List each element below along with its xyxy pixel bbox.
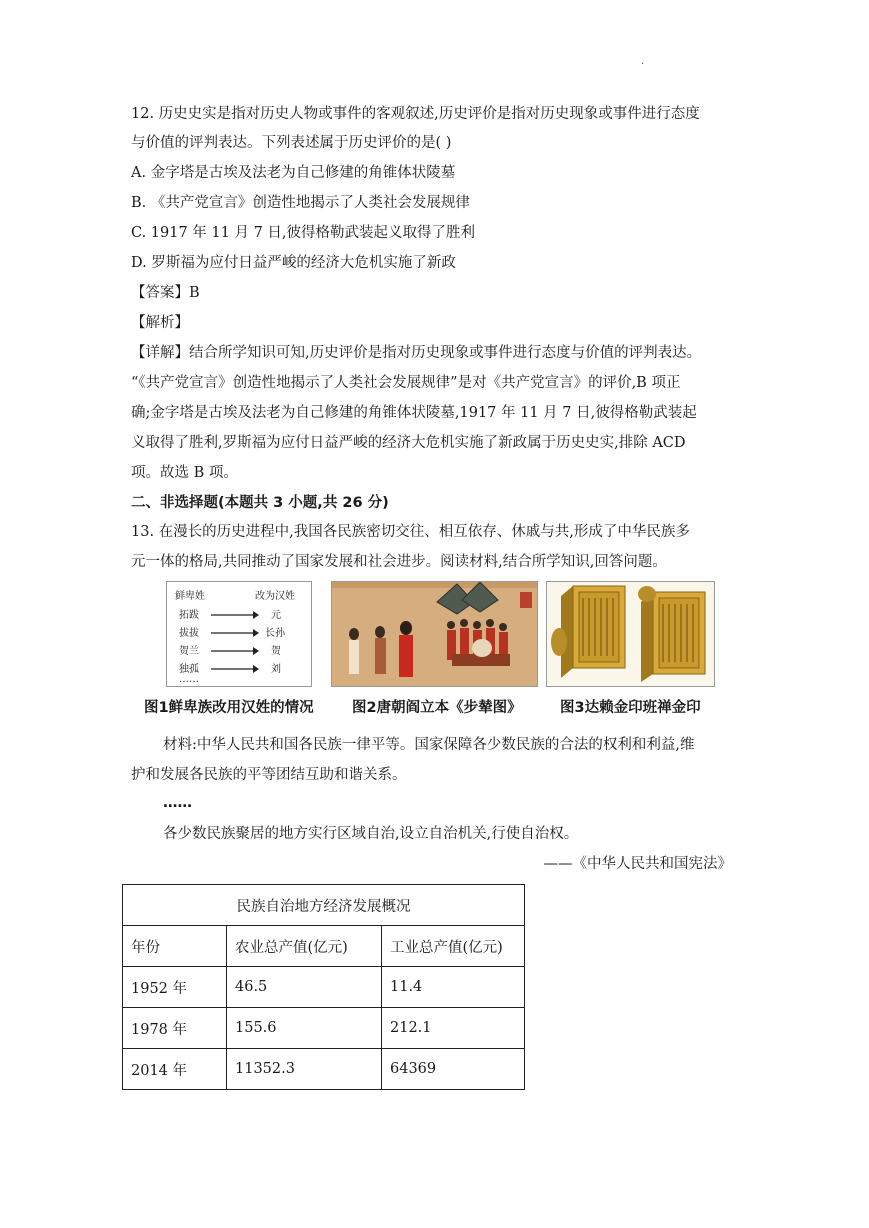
figure-3-caption: 图3达赖金印班禅金印 bbox=[560, 700, 701, 716]
fig1-from-name: 拓跋 bbox=[179, 610, 199, 621]
table-cell: 1952 年 bbox=[123, 967, 227, 1008]
q12-stem-line1: 12. 历史史实是指对历史人物或事件的客观叙述,历史评价是指对历史现象或事件进行态度 bbox=[131, 106, 700, 122]
table-row bbox=[123, 1008, 525, 1049]
fig1-to-name: 刘 bbox=[271, 664, 281, 675]
fig1-from-name: 贺兰 bbox=[179, 646, 199, 657]
figure-2-caption: 图2唐朝阎立本《步辇图》 bbox=[352, 700, 522, 716]
q12-option-c: C. 1917 年 11 月 7 日,彼得格勒武装起义取得了胜利 bbox=[131, 225, 476, 241]
fig1-from-name: 独孤 bbox=[179, 664, 199, 675]
arrow-right-icon bbox=[211, 646, 259, 656]
material-line3: 各少数民族聚居的地方实行区域自治,设立自治机关,行使自治权。 bbox=[163, 826, 579, 842]
table-header-cell: 年份 bbox=[123, 926, 227, 967]
q12-detail-line2: “《共产党宣言》创造性地揭示了人类社会发展规律”是对《共产党宣言》的评价,B 项正 bbox=[131, 375, 681, 391]
table-header-cell: 工业总产值(亿元) bbox=[382, 926, 525, 967]
table-cell: 11352.3 bbox=[227, 1049, 382, 1090]
q13-stem-line2: 元一体的格局,共同推动了国家发展和社会进步。阅读材料,结合所学知识,回答问题。 bbox=[131, 554, 667, 570]
table-cell: 155.6 bbox=[227, 1008, 382, 1049]
q12-answer: 【答案】B bbox=[131, 285, 200, 301]
table-row bbox=[123, 967, 525, 1008]
q12-detail-line5: 项。故选 B 项。 bbox=[131, 465, 238, 481]
q13-stem-line1: 13. 在漫长的历史进程中,我国各民族密切交往、相互依存、休戚与共,形成了中华民族多 bbox=[131, 524, 690, 540]
material-source: ——《中华人民共和国宪法》 bbox=[543, 856, 732, 872]
q12-detail-line4: 义取得了胜利,罗斯福为应付日益严峻的经济大危机实施了新政属于历史史实,排除 ACD bbox=[131, 435, 686, 451]
section2-title: 二、非选择题(本题共 3 小题,共 26 分) bbox=[131, 495, 389, 511]
fig1-to-name: 贺 bbox=[271, 646, 281, 657]
fig1-to-name: 元 bbox=[271, 610, 281, 621]
header-dot: . bbox=[641, 56, 645, 67]
table-cell: 64369 bbox=[382, 1049, 525, 1090]
q12-detail-line3: 确;金字塔是古埃及法老为自己修建的角锥体状陵墓,1917 年 11 月 7 日,彼得格勒武装起 bbox=[131, 405, 697, 421]
q12-stem-line2: 与价值的评判表达。下列表述属于历史评价的是( ) bbox=[131, 135, 452, 151]
arrow-right-icon bbox=[211, 628, 259, 638]
table-cell: 1978 年 bbox=[123, 1008, 227, 1049]
table-header-row bbox=[123, 926, 525, 967]
table-cell: 2014 年 bbox=[123, 1049, 227, 1090]
q12-option-b: B. 《共产党宣言》创造性地揭示了人类社会发展规律 bbox=[131, 195, 470, 211]
table-row bbox=[123, 1049, 525, 1090]
table-cell: 11.4 bbox=[382, 967, 525, 1008]
figure-2-bunian-painting bbox=[331, 581, 538, 687]
table-header-cell: 农业总产值(亿元) bbox=[227, 926, 382, 967]
table-title: 民族自治地方经济发展概况 bbox=[123, 885, 525, 926]
q12-detail-line1: 【详解】结合所学知识可知,历史评价是指对历史现象或事件进行态度与价值的评判表达。 bbox=[131, 345, 702, 361]
fig1-header-left: 鲜卑姓 bbox=[175, 591, 205, 602]
table-cell: 46.5 bbox=[227, 967, 382, 1008]
figure-1-surname-chart bbox=[166, 581, 312, 687]
fig1-to-name: 长孙 bbox=[265, 628, 285, 639]
painting-image bbox=[332, 582, 537, 686]
material-ellipsis: …… bbox=[163, 795, 192, 811]
golden-seals-image bbox=[547, 582, 714, 686]
fig1-ellipsis: …… bbox=[179, 674, 199, 685]
q12-analysis-label: 【解析】 bbox=[131, 315, 189, 331]
material-line1: 材料:中华人民共和国各民族一律平等。国家保障各少数民族的合法的权利和利益,维 bbox=[163, 737, 695, 753]
arrow-right-icon bbox=[211, 610, 259, 620]
fig1-from-name: 拔拔 bbox=[179, 628, 199, 639]
q12-option-a: A. 金字塔是古埃及法老为自己修建的角锥体状陵墓 bbox=[131, 165, 456, 181]
figure-1-caption: 图1鲜卑族改用汉姓的情况 bbox=[144, 700, 314, 716]
figure-3-golden-seals bbox=[546, 581, 715, 687]
table-cell: 212.1 bbox=[382, 1008, 525, 1049]
arrow-right-icon bbox=[211, 664, 259, 674]
fig1-header-right: 改为汉姓 bbox=[255, 591, 295, 602]
economy-table bbox=[122, 884, 525, 1090]
material-line2: 护和发展各民族的平等团结互助和谐关系。 bbox=[131, 767, 407, 783]
q12-option-d: D. 罗斯福为应付日益严峻的经济大危机实施了新政 bbox=[131, 255, 456, 271]
